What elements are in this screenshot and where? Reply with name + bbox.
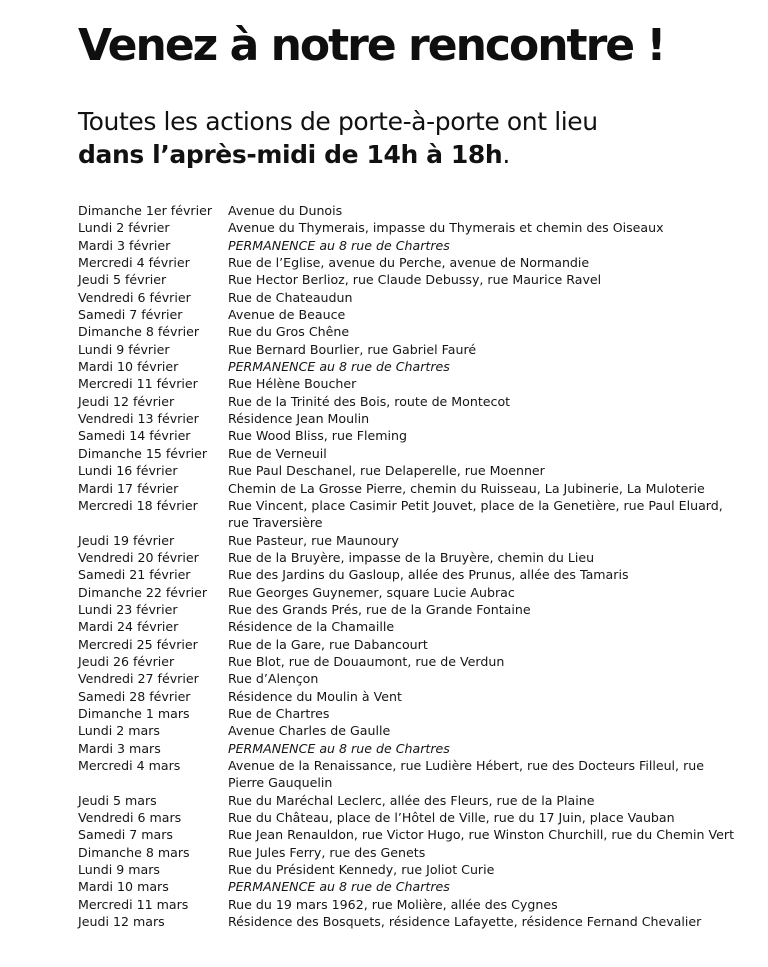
schedule-day: Vendredi 13 février (78, 411, 199, 427)
schedule-streets: Rue de Verneuil (228, 445, 327, 461)
schedule-day: Mardi 10 mars (78, 879, 169, 895)
schedule-day: Mercredi 11 mars (78, 896, 189, 912)
schedule-streets: Rue du Président Kennedy, rue Joliot Curie (228, 862, 495, 878)
schedule-day: Dimanche 8 mars (78, 844, 190, 860)
schedule-day: Samedi 7 mars (78, 827, 173, 843)
schedule-day: Samedi 14 février (78, 428, 191, 444)
schedule-day: Mardi 3 février (78, 237, 171, 253)
schedule-permanence: PERMANENCE au 8 rue de Chartres (228, 740, 450, 756)
schedule-day: Lundi 2 mars (78, 723, 160, 739)
schedule-row (78, 202, 738, 219)
schedule-row (78, 757, 738, 792)
schedule-row (78, 462, 738, 479)
schedule-row (78, 427, 738, 444)
schedule-day: Mercredi 4 mars (78, 758, 181, 773)
schedule-day: Mardi 3 mars (78, 740, 161, 756)
schedule-streets: Rue Bernard Bourlier, rue Gabriel Fauré (228, 341, 477, 357)
schedule-day: Mardi 10 février (78, 359, 179, 375)
intro-line-1: Toutes les actions de porte-à-porte ont lieu (78, 107, 598, 136)
schedule-row (78, 375, 738, 392)
schedule-row (78, 670, 738, 687)
schedule-row (78, 323, 738, 340)
schedule-day: Mercredi 25 février (78, 636, 198, 652)
schedule-day: Lundi 23 février (78, 601, 178, 617)
schedule-streets: Rue de Chateaudun (228, 289, 353, 305)
schedule-row (78, 254, 738, 271)
schedule-streets: Rue de la Trinité des Bois, route de Montecot (228, 393, 511, 409)
schedule-row (78, 878, 738, 895)
schedule-row (78, 497, 738, 532)
schedule-day: Jeudi 12 février (78, 393, 175, 409)
schedule-row (78, 740, 738, 757)
schedule-day: Lundi 9 mars (78, 862, 160, 878)
schedule-row (78, 688, 738, 705)
schedule-streets: Rue Paul Deschanel, rue Delaperelle, rue Moenner (228, 463, 545, 479)
schedule-streets: Rue Blot, rue de Douaumont, rue de Verdun (228, 653, 505, 669)
schedule-day: Jeudi 26 février (78, 653, 175, 669)
schedule-streets: Rue du Maréchal Leclerc, allée des Fleurs, rue de la Plaine (228, 792, 595, 808)
schedule-streets: Avenue du Thymerais, impasse du Thymerais et chemin des Oiseaux (228, 220, 664, 236)
schedule-streets: Avenue Charles de Gaulle (228, 723, 391, 739)
schedule-streets: Rue Georges Guynemer, square Lucie Aubrac (228, 584, 515, 600)
schedule-row (78, 237, 738, 254)
schedule-row (78, 913, 738, 930)
schedule-streets: Avenue de Beauce (228, 307, 346, 323)
schedule-day: Jeudi 5 février (78, 272, 167, 288)
schedule-row (78, 601, 738, 618)
schedule-day: Dimanche 1er février (78, 203, 212, 218)
schedule-streets: Rue de la Gare, rue Dabancourt (228, 636, 428, 652)
schedule-streets: Rue Vincent, place Casimir Petit Jouvet, place de la Genetière, rue Paul Eluard, rue Traversière (228, 497, 723, 531)
schedule-day: Vendredi 6 février (78, 289, 191, 305)
schedule-day: Dimanche 8 février (78, 324, 200, 340)
intro-hours: dans l’après-midi de 14h à 18h (78, 140, 503, 169)
schedule-row (78, 896, 738, 913)
schedule-day: Vendredi 6 mars (78, 810, 182, 826)
schedule-streets: Rue des Grands Prés, rue de la Grande Fontaine (228, 601, 531, 617)
schedule-day: Jeudi 12 mars (78, 914, 165, 930)
schedule-row (78, 809, 738, 826)
schedule-day: Lundi 9 février (78, 341, 170, 357)
schedule-row (78, 861, 738, 878)
schedule-day: Mercredi 18 février (78, 497, 198, 513)
schedule-row (78, 566, 738, 583)
schedule-day: Vendredi 20 février (78, 549, 199, 565)
schedule-row (78, 219, 738, 236)
schedule-row (78, 271, 738, 288)
schedule-streets: Résidence Jean Moulin (228, 411, 370, 427)
schedule-row (78, 792, 738, 809)
schedule-streets: Rue du 19 mars 1962, rue Molière, allée des Cygnes (228, 896, 558, 912)
schedule-row (78, 826, 738, 843)
schedule-streets: Rue de la Bruyère, impasse de la Bruyère, chemin du Lieu (228, 549, 595, 565)
schedule-streets: Rue Hector Berlioz, rue Claude Debussy, rue Maurice Ravel (228, 272, 602, 288)
schedule-day: Dimanche 1 mars (78, 705, 190, 721)
schedule-streets: Rue Wood Bliss, rue Fleming (228, 428, 407, 444)
schedule-row (78, 289, 738, 306)
schedule-streets: Résidence des Bosquets, résidence Lafayette, résidence Fernand Chevalier (228, 914, 702, 930)
schedule-row (78, 636, 738, 653)
schedule-day: Lundi 2 février (78, 220, 170, 236)
intro-text (78, 105, 598, 171)
schedule-day: Mardi 17 février (78, 480, 179, 496)
schedule-row (78, 393, 738, 410)
schedule-streets: Rue du Château, place de l’Hôtel de Ville, rue du 17 Juin, place Vauban (228, 810, 675, 826)
schedule-row (78, 722, 738, 739)
schedule-streets: Rue des Jardins du Gasloup, allée des Prunus, allée des Tamaris (228, 567, 629, 583)
schedule-row (78, 532, 738, 549)
schedule-streets: Rue de Chartres (228, 705, 330, 721)
schedule-row (78, 653, 738, 670)
schedule-row (78, 480, 738, 497)
schedule-streets: Avenue de la Renaissance, rue Ludière Hébert, rue des Docteurs Filleul, rue Pierre Gauquelin (228, 758, 704, 791)
page-title: Venez à notre rencontre ! (78, 20, 665, 71)
schedule-day: Jeudi 19 février (78, 532, 175, 548)
schedule-streets: Chemin de La Grosse Pierre, chemin du Ruisseau, La Jubinerie, La Muloterie (228, 480, 705, 496)
schedule-streets: Résidence du Moulin à Vent (228, 688, 402, 704)
schedule-day: Dimanche 22 février (78, 584, 208, 600)
schedule-streets: Rue de l’Eglise, avenue du Perche, avenue de Normandie (228, 255, 590, 271)
schedule-day: Vendredi 27 février (78, 671, 199, 687)
schedule-row (78, 705, 738, 722)
schedule-day: Mercredi 4 février (78, 255, 190, 271)
schedule-streets: Rue Hélène Boucher (228, 376, 357, 392)
schedule-streets: Rue du Gros Chêne (228, 324, 350, 340)
schedule-day: Samedi 21 février (78, 567, 191, 583)
intro-period: . (502, 140, 510, 169)
schedule-streets: Rue Pasteur, rue Maunoury (228, 532, 399, 548)
intro-line-2 (78, 138, 598, 171)
schedule-streets: Avenue du Dunois (228, 203, 343, 218)
schedule-streets: Rue Jean Renauldon, rue Victor Hugo, rue Winston Churchill, rue du Chemin Vert (228, 827, 735, 843)
schedule-day: Jeudi 5 mars (78, 792, 157, 808)
schedule-row (78, 549, 738, 566)
schedule-row (78, 445, 738, 462)
schedule-day: Lundi 16 février (78, 463, 178, 479)
schedule-streets: Rue d’Alençon (228, 671, 319, 687)
schedule-streets: Rue Jules Ferry, rue des Genets (228, 844, 426, 860)
schedule-day: Samedi 28 février (78, 688, 191, 704)
schedule-row (78, 844, 738, 861)
schedule-row (78, 306, 738, 323)
schedule-row (78, 584, 738, 601)
schedule-row (78, 358, 738, 375)
schedule-day: Mardi 24 février (78, 619, 179, 635)
schedule-day: Mercredi 11 février (78, 376, 198, 392)
schedule-list (78, 202, 738, 930)
schedule-permanence: PERMANENCE au 8 rue de Chartres (228, 359, 450, 375)
schedule-streets: Résidence de la Chamaille (228, 619, 395, 635)
schedule-permanence: PERMANENCE au 8 rue de Chartres (228, 237, 450, 253)
schedule-row (78, 341, 738, 358)
schedule-row (78, 410, 738, 427)
schedule-permanence: PERMANENCE au 8 rue de Chartres (228, 879, 450, 895)
schedule-row (78, 618, 738, 635)
schedule-day: Samedi 7 février (78, 307, 183, 323)
schedule-day: Dimanche 15 février (78, 445, 208, 461)
